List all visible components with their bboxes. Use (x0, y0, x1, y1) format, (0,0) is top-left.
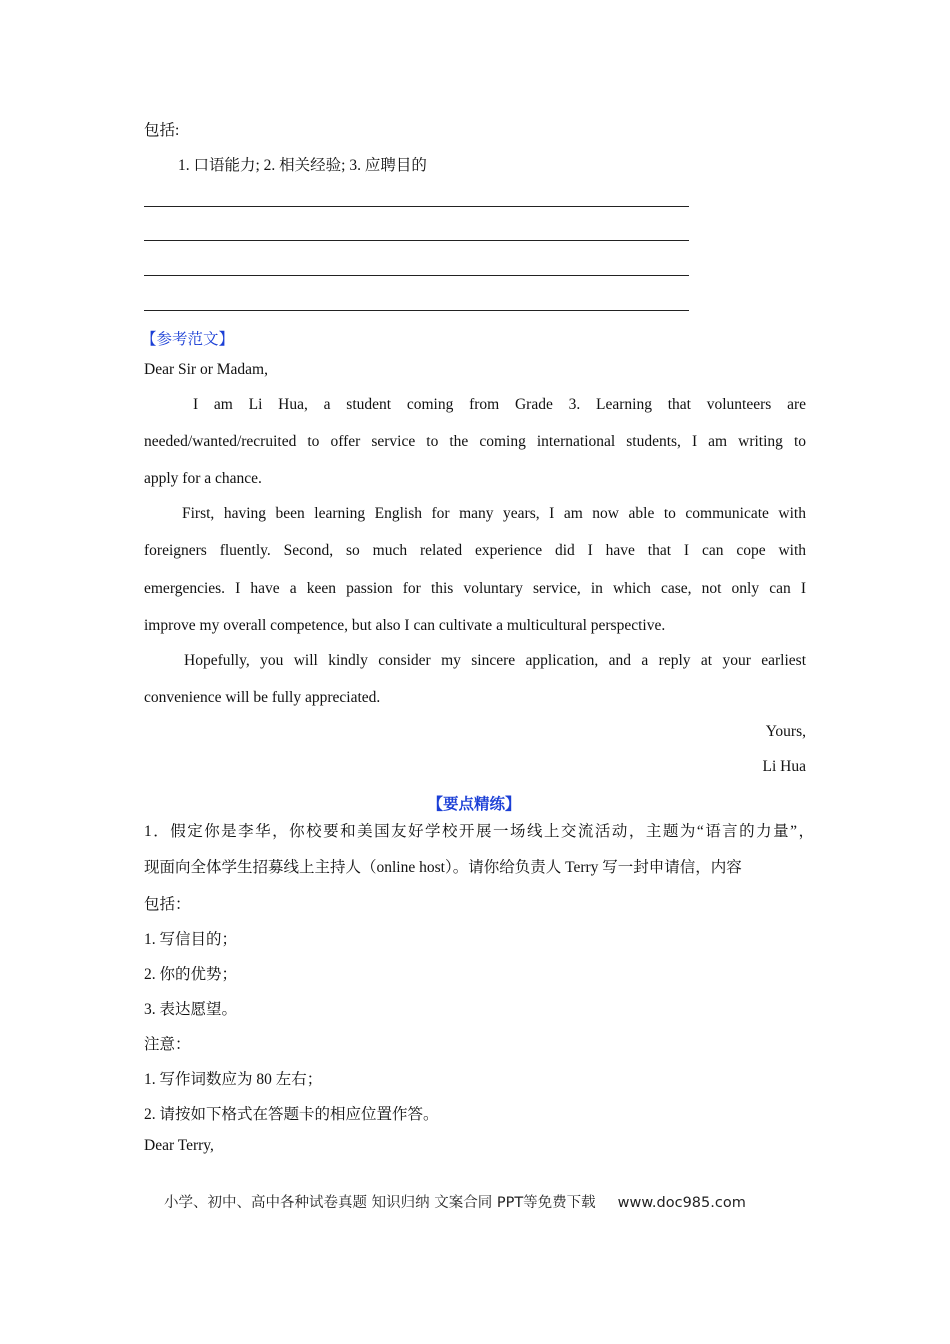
include-label: 包括: (144, 122, 180, 139)
document-page (141, 0, 814, 1344)
sample-p3-line2: convenience will be fully appreciated. (144, 689, 381, 706)
sample-p1-line1: I am Li Hua, a student coming from Grade 3. Learning that volunteers are (193, 396, 806, 413)
practice-note-2: 2. 请按如下格式在答题卡的相应位置作答。 (144, 1106, 439, 1123)
page-footer (164, 1191, 864, 1212)
practice-task-line1: 1．假定你是李华，你校要和美国友好学校开展一场线上交流活动，主题为“语言的力量”， (144, 823, 814, 840)
footer-text: 小学、初中、高中各种试卷真题 知识归纳 文案合同 PPT等免费下载 (164, 1195, 596, 1211)
practice-note-label: 注意： (144, 1036, 191, 1053)
sample-p2-line4: improve my overall competence, but also I can cultivate a multicultural perspective. (144, 617, 666, 634)
sample-p3-line1: Hopefully, you will kindly consider my sincere application, and a reply at your earliest (184, 652, 806, 669)
practice-item-3: 3. 表达愿望。 (144, 1001, 238, 1018)
sample-heading: 【参考范文】 (141, 331, 235, 348)
sample-salutation: Dear Sir or Madam, (144, 361, 268, 378)
practice-heading: 【要点精练】 (427, 796, 521, 813)
practice-task-line3: 包括： (144, 896, 191, 913)
sample-p2-line3: emergencies. I have a keen passion for this voluntary service, in which case, not only can I (144, 580, 806, 597)
practice-note-1: 1. 写作词数应为 80 左右； (144, 1071, 323, 1088)
practice-task-line2: 现面向全体学生招募线上主持人（online host）。请你给负责人 Terry 写一封申请信，内容 (144, 859, 742, 876)
sample-closing: Yours, (765, 723, 806, 740)
practice-salutation: Dear Terry, (144, 1137, 214, 1154)
sample-p2-line2: foreigners fluently. Second, so much related experience did I have that I can cope with (144, 542, 806, 559)
sample-p1-line3: apply for a chance. (144, 470, 262, 487)
sample-p1-line2: needed/wanted/recruited to offer service to the coming international students, I am writing to (144, 433, 806, 450)
sample-signature: Li Hua (762, 758, 806, 775)
answer-line (144, 310, 689, 311)
practice-item-1: 1. 写信目的； (144, 931, 238, 948)
footer-url[interactable]: www.doc985.com (617, 1195, 746, 1211)
answer-line (144, 275, 689, 276)
practice-item-2: 2. 你的优势； (144, 966, 238, 983)
sample-p2-line1: First, having been learning English for many years, I am now able to communicate with (182, 505, 806, 522)
answer-line (144, 206, 689, 207)
answer-line (144, 240, 689, 241)
content-points: 1. 口语能力; 2. 相关经验; 3. 应聘目的 (178, 157, 427, 174)
